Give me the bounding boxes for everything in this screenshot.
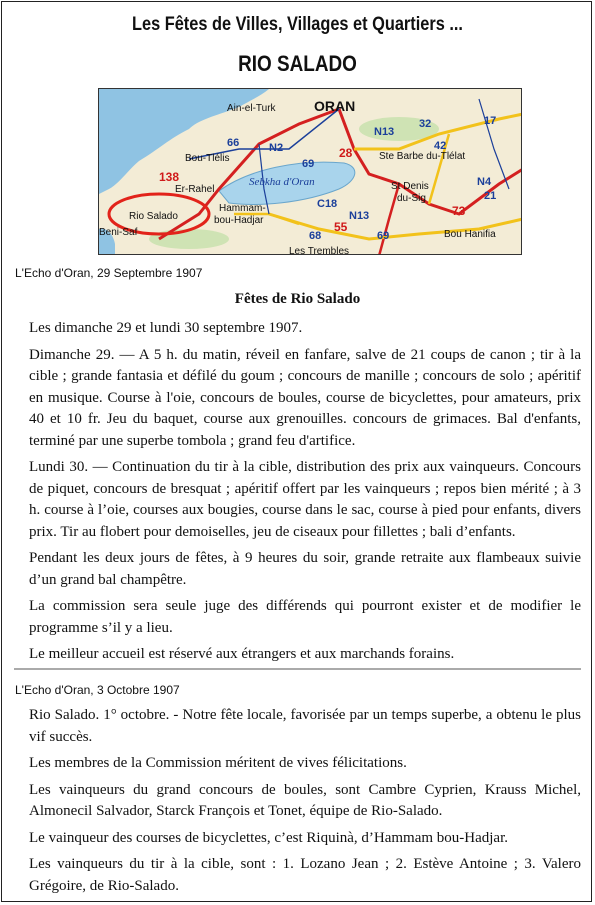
svg-text:42: 42	[434, 140, 447, 152]
svg-text:69: 69	[377, 230, 390, 242]
svg-text:Sebkha d'Oran: Sebkha d'Oran	[249, 176, 315, 188]
map-graphic	[99, 89, 522, 255]
article-body-1	[29, 318, 581, 666]
svg-text:St Denis: St Denis	[391, 181, 429, 192]
article-source: L'Echo d'Oran, 3 Octobre 1907	[15, 683, 180, 697]
svg-text:du-Sig: du-Sig	[397, 193, 426, 204]
paragraph: Les vainqueurs du tir à la cible, sont : 1. Lozano Jean ; 2. Estève Antoine ; 3. Valero Grégoire, de Rio-Salado.	[29, 856, 581, 894]
svg-text:N4: N4	[477, 176, 492, 188]
svg-text:N2: N2	[269, 142, 284, 154]
paragraph: La commission sera seule juge des différends qui pourront exister et de modifier le programme s’il y a lieu.	[29, 598, 581, 636]
svg-text:C18: C18	[317, 198, 338, 210]
svg-text:68: 68	[309, 230, 322, 242]
svg-text:Er-Rahel: Er-Rahel	[175, 184, 215, 195]
svg-text:Beni-Saf: Beni-Saf	[99, 227, 138, 238]
svg-text:32: 32	[419, 118, 432, 130]
svg-text:Bou-Tlélis: Bou-Tlélis	[185, 153, 230, 164]
paragraph: Les vainqueurs du grand concours de boules, sont Cambre Cyprien, Krauss Michel, Almonecil Salvador, Starck François et Tonet, équipe de Rio-Salado.	[29, 781, 581, 819]
svg-text:55: 55	[334, 220, 348, 234]
paragraph: Dimanche 29. — A 5 h. du matin, réveil en fanfare, salve de 21 coups de canon ; tir à la cible ; grande fantasia et défilé du goum ; concours de manille ; concours de solo ; apéritif en musique. Course à l'oie, concours de boules, course de bicyclettes, pour amateurs, prix 40 et 10 fr. Jeu du baquet, course aux grenouilles. concours de grimaces. Bal d'enfants, terminé par une superbe tombola ; grand feu d'artifice.	[29, 346, 581, 449]
svg-text:66: 66	[227, 137, 240, 149]
svg-text:Ain-el-Turk: Ain-el-Turk	[227, 103, 276, 114]
svg-text:69: 69	[302, 158, 315, 170]
article-source: L'Echo d'Oran, 29 Septembre 1907	[15, 266, 203, 280]
paragraph: Lundi 30. — Continuation du tir à la cible, distribution des prix aux vainqueurs. Concours de piquet, concours de bresquat ; apéritif offert par les vainqueurs ; repos bien mérité ; à 3 h. course à l’oie, courses aux bougies, course dans le sac, course à pied pour enfants, divers prix. Tir au flobert pour demoiselles, jeu de ciseaux pour fillettes ; bali d’enfants.	[29, 459, 581, 540]
svg-text:17: 17	[484, 115, 497, 127]
svg-text:73: 73	[452, 204, 466, 218]
section-divider	[14, 668, 581, 670]
svg-text:138: 138	[159, 170, 180, 184]
article-body-2	[29, 705, 581, 897]
svg-text:N13: N13	[374, 126, 395, 138]
paragraph: Les membres de la Commission méritent de vives félicitations.	[29, 755, 407, 771]
paragraph: Les dimanche 29 et lundi 30 septembre 1907.	[29, 320, 303, 336]
article-title: Fêtes de Rio Salado	[234, 291, 361, 307]
town-title: RIO SALADO	[238, 51, 357, 76]
region-map	[98, 88, 522, 255]
paragraph: Le vainqueur des courses de bicyclettes, c’est Riquinà, d’Hammam bou-Hadjar.	[29, 829, 509, 846]
svg-text:Ste Barbe du-Tlélat: Ste Barbe du-Tlélat	[379, 151, 466, 162]
paragraph: Le meilleur accueil est réservé aux étrangers et aux marchands forains.	[29, 646, 455, 662]
svg-text:ORAN: ORAN	[314, 98, 356, 114]
svg-text:Les Trembles: Les Trembles	[289, 246, 350, 255]
svg-text:Rio Salado: Rio Salado	[129, 211, 178, 222]
paragraph: Pendant les deux jours de fêtes, à 9 heures du soir, grande retraite aux flambeaux suivie d’un grand bal champêtre.	[29, 550, 581, 588]
svg-text:Hammam-: Hammam-	[219, 203, 266, 214]
page-title: Les Fêtes de Villes, Villages et Quartiers ...	[132, 14, 463, 35]
svg-text:Bou Hanifia: Bou Hanifia	[444, 229, 496, 240]
svg-text:21: 21	[484, 190, 497, 202]
paragraph: Rio Salado. 1° octobre. - Notre fête locale, favorisée par un temps superbe, a obtenu le plus vif succès.	[29, 707, 581, 745]
svg-text:N13: N13	[349, 210, 370, 222]
svg-text:bou-Hadjar: bou-Hadjar	[214, 215, 264, 226]
svg-text:28: 28	[339, 146, 353, 160]
